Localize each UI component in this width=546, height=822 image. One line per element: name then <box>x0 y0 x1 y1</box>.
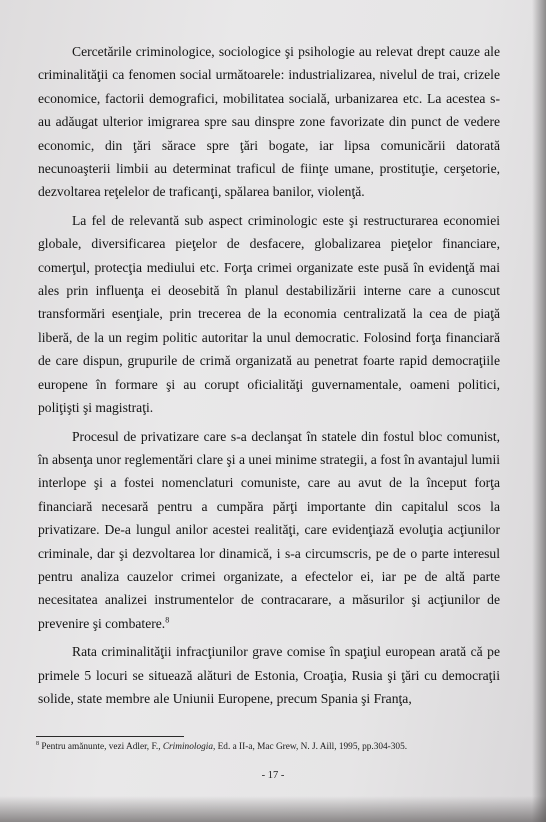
paragraph-3-text: Procesul de privatizare care s-a declanşat în statele din fostul bloc comunist, în absenţa unor reglementări clare şi a unei minime strategii, a fost în avantajul lumii interlope şi a fostei nomenclaturi comuniste, care au avut de la început forţa financiară necesară pentru a cumpăra părţi importante din capitalul scos la privatizare. De-a lungul anilor acestei realităţi, care evidenţiază evoluţia acţiunilor criminale, dar şi dezvoltarea lor dinamică, i s-a circumscris, pe de o parte interesul pentru analiza cauzelor crimei organizate, a efectelor ei, iar pe de altă parte necesitatea analizei instrumentelor de contracarare, a măsurilor şi acţiunilor de prevenire şi combatere. <box>38 428 500 631</box>
paragraph-4 <box>38 640 500 710</box>
footnote-text-after: , Ed. a II-a, Mac Grew, N. J. Aill, 1995, pp.304-305. <box>212 742 408 753</box>
page-edge-shadow <box>532 0 546 822</box>
paragraph-1-text: Cercetările criminologice, sociologice şi psihologie au relevat drept cauze ale criminalităţii ca fenomen social următoarele: industrializarea, nivelul de trai, crizele economice, factorii demografici, mobilitatea socială, urbanizarea etc. La acestea s-au adăugat ulterior imigrarea spre sau dinspre zone favorizate din punct de vedere economic, din ţări sărace spre ţări bogate, iar lipsa comunicării datorată necunoaşterii limbii au determinat traficul de fiinţe umane, prostituţie, cerşetorie, dezvoltarea reţelelor de traficanţi, spălarea banilor, violenţă. <box>38 44 500 200</box>
paragraph-2-text: La fel de relevantă sub aspect criminologic este şi restructurarea economiei globale, diversificarea pieţelor de desfacere, globalizarea pieţelor financiare, comerţul, protecţia mediului etc. Forţa crimei organizate este pusă în evidenţă mai ales prin influenţa ei deosebită în planul destabilizării interne care a cunoscut transformări esenţiale, prin trecerea de la economia centralizată la cea de piaţă liberă, de la un regim politic autoritar la unul democratic. Folosind forţa financiară de care dispun, grupurile de crimă organizată au penetrat foarte rapid democraţiile europene în formare şi au corupt oficialităţi guvernamentale, oameni politici, poliţişti şi magistraţi. <box>38 212 500 416</box>
footnote-separator <box>36 736 184 737</box>
paragraph-2 <box>38 209 500 420</box>
page-bottom-shadow <box>0 796 546 822</box>
paragraph-4-text: Rata criminalităţii infracţiunilor grave comise în spaţiul european arată că pe primele 5 locuri se situează alături de Estonia, Croaţia, Rusia şi ţări cu democraţii solide, state membre ale Uniunii Europene, precum Spania şi Franţa, <box>38 644 500 706</box>
page-number: - 17 - <box>261 770 285 781</box>
footnote-marker: 8 <box>36 741 39 747</box>
body-text <box>38 40 500 715</box>
paragraph-1 <box>38 40 500 204</box>
footnote <box>36 741 506 752</box>
footnote-text-before: Pentru amănunte, vezi Adler, F., <box>41 742 163 753</box>
footnote-title: Criminologia <box>162 742 213 753</box>
footnote-reference: 8 <box>165 615 170 625</box>
paragraph-3 <box>38 425 500 636</box>
